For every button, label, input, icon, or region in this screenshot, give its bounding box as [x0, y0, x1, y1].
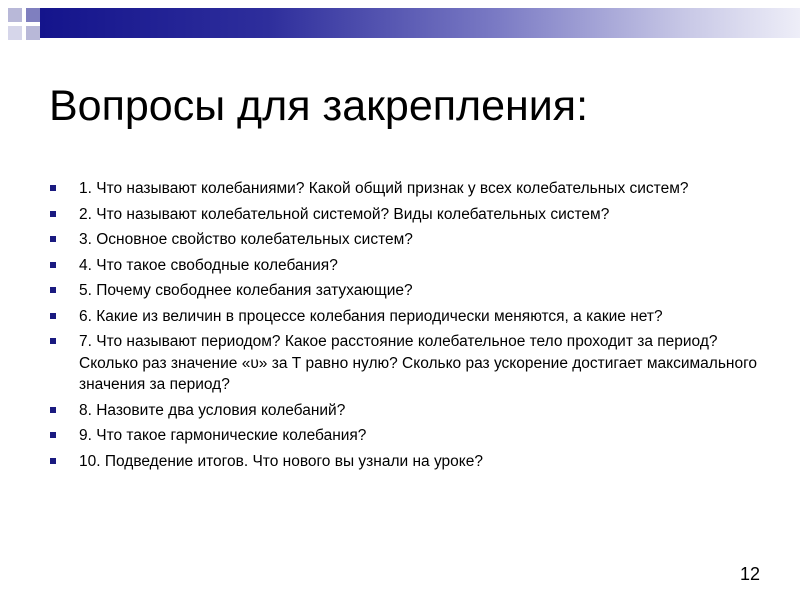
question-text: 8. Назовите два условия колебаний? [79, 401, 346, 419]
square-bullet-icon [50, 287, 56, 293]
question-text: 6. Какие из величин в процессе колебания периодически меняются, а какие нет? [79, 307, 663, 325]
list-item [50, 451, 770, 473]
square-bullet-icon [50, 407, 56, 413]
list-item [50, 400, 770, 422]
square-bullet-icon [50, 432, 56, 438]
header-gradient-bar [40, 8, 800, 38]
list-item [50, 331, 770, 396]
question-text: 9. Что такое гармонические колебания? [79, 427, 367, 444]
list-item [50, 306, 770, 328]
square-bullet-icon [50, 236, 56, 242]
page-number: 12 [739, 564, 760, 584]
square-bullet-icon [50, 211, 56, 217]
square-bullet-icon [50, 338, 56, 344]
square-bullet-icon [50, 185, 56, 191]
question-text: 5. Почему свободнее колебания затухающие? [79, 282, 413, 299]
list-item [50, 255, 770, 277]
question-text: 3. Основное свойство колебательных систем? [79, 231, 413, 248]
decor-square [26, 8, 40, 22]
list-item [50, 425, 770, 447]
decor-square [26, 26, 40, 40]
square-bullet-icon [50, 313, 56, 319]
question-text: 7. Что называют периодом? Какое расстояние колебательное тело проходит за период? Сколько раз значение «υ» за Т равно нулю? Сколько раз ускорение достигает максимального значения за период? [79, 333, 758, 393]
questions-list [50, 178, 770, 476]
question-text: 10. Подведение итогов. Что нового вы узнали на уроке? [79, 452, 483, 470]
decor-square [8, 8, 22, 22]
list-item [50, 280, 770, 302]
question-text: 4. Что такое свободные колебания? [79, 256, 338, 274]
question-text: 2. Что называют колебательной системой? Виды колебательных систем? [79, 205, 610, 223]
question-text: 1. Что называют колебаниями? Какой общий признак у всех колебательных систем? [79, 180, 689, 197]
slide-title: Вопросы для закрепления: [49, 82, 589, 130]
square-bullet-icon [50, 262, 56, 268]
decor-square [8, 26, 22, 40]
square-bullet-icon [50, 458, 56, 464]
list-item [50, 204, 770, 226]
list-item [50, 229, 770, 251]
list-item [50, 178, 770, 200]
